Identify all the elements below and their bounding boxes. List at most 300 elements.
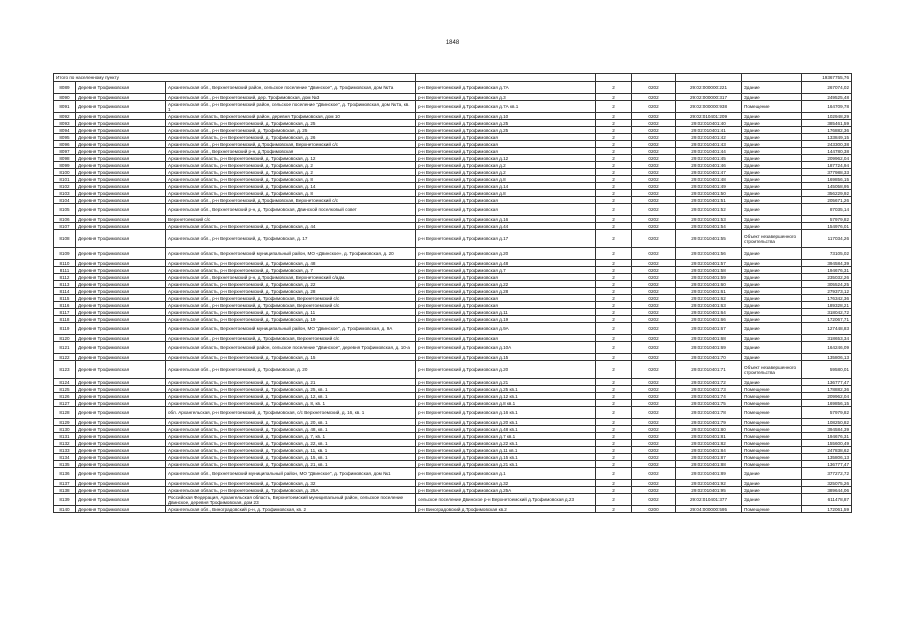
table-row: [54, 323, 852, 335]
object-type: Здание: [742, 204, 802, 216]
cadastral-value: 189328,21: [802, 302, 852, 309]
table-row: [54, 426, 852, 433]
settlement-name: Деревня Трофимовская: [76, 454, 166, 461]
short-address: р-н Верхнетоемский д.Трофимовская: [416, 302, 596, 309]
short-address: р-н Верхнетоемский д.Трофимовская д.7А кв.1: [416, 101, 596, 113]
cadastral-value: 136777,47: [802, 461, 852, 468]
region-code: 2: [596, 342, 632, 354]
short-address: р-н Верхнетоемский д.Трофимовская д.8: [416, 176, 596, 183]
full-address: Архангельская обл., Верхнетоемский р-н, д.Трофимовская, Верхнетоемский с/адм.: [166, 274, 416, 281]
cadastral-number: 29:02:010401:82: [676, 440, 742, 447]
cadastral-number: 29:02:010401:59: [676, 274, 742, 281]
cadastral-number: 29:02:010401:64: [676, 309, 742, 316]
region-code: 2: [596, 169, 632, 176]
district-code: 0202: [632, 316, 676, 323]
row-number: 8130: [54, 426, 76, 433]
row-number: 8129: [54, 419, 76, 426]
cadastral-value: 59580,01: [802, 361, 852, 379]
table-row: [54, 480, 852, 487]
region-code: 2: [596, 223, 632, 230]
region-code: 2: [596, 274, 632, 281]
full-address: Архангельская область, р-н Верхнетоемский, д. Трофимовская, д. 21, кв. 1: [166, 461, 416, 468]
cadastral-number: 29:02:010401:84: [676, 447, 742, 454]
short-address: р-н Верхнетоемский д.Трофимовская д.2: [416, 169, 596, 176]
object-type: Здание: [742, 274, 802, 281]
region-code: 2: [596, 248, 632, 260]
cadastral-value: 249525,48: [802, 94, 852, 101]
cadastral-number: 29:02:010401:377: [676, 494, 742, 506]
cadastral-value: 305524,25: [802, 281, 852, 288]
table-row: [54, 295, 852, 302]
cadastral-value: 318653,34: [802, 335, 852, 342]
district-code: 0202: [632, 127, 676, 134]
short-address: р-н Верхнетоемский д.Трофимовская д.16 кв.1: [416, 407, 596, 419]
row-number: 8126: [54, 393, 76, 400]
full-address: Архангельская область, р-н Верхнетоемский, д. Трофимовская, д. 7, кв. 1: [166, 433, 416, 440]
object-type: Здание: [742, 309, 802, 316]
full-address: Архангельская область, р-н Верхнетоемский, д. Трофимовская, д. 48, кв. 1: [166, 426, 416, 433]
full-address: Архангельская область, р-н Верхнетоемский, д. Трофимовская, д. 2: [166, 162, 416, 169]
region-code: 2: [596, 354, 632, 361]
row-number: 8115: [54, 295, 76, 302]
full-address: Архангельская область, Верхнетоемский муниципальный район, МО "Двинское", д. Трофимовская, д. 9А: [166, 323, 416, 335]
table-row: [54, 400, 852, 407]
settlement-name: Деревня Трофимовская: [76, 400, 166, 407]
object-type: Здание: [742, 354, 802, 361]
district-code: 0202: [632, 176, 676, 183]
table-row: [54, 197, 852, 204]
region-code: 2: [596, 494, 632, 506]
settlement-name: Деревня Трофимовская: [76, 267, 166, 274]
region-code: 2: [596, 127, 632, 134]
table-row: [54, 141, 852, 148]
full-address: Архангельская область, р-н Верхнетоемский, д. Трофимовская, д. 14: [166, 183, 416, 190]
table-row: [54, 94, 852, 101]
district-code: 0202: [632, 190, 676, 197]
district-code: 0202: [632, 230, 676, 248]
cadastral-number: 29:02:010401:51: [676, 197, 742, 204]
full-address: Архангельская область, р-н Верхнетоемский, д. Трофимовская, д. 25: [166, 120, 416, 127]
district-code: 0202: [632, 468, 676, 480]
object-type: Помещение: [742, 101, 802, 113]
row-number: 8101: [54, 176, 76, 183]
district-code: 0202: [632, 440, 676, 447]
cadastral-number: 29:02:010401:87: [676, 454, 742, 461]
district-code: 0202: [632, 141, 676, 148]
object-type: Помещение: [742, 400, 802, 407]
table-row: [54, 82, 852, 94]
region-code: 2: [596, 309, 632, 316]
settlement-name: Деревня Трофимовская: [76, 342, 166, 354]
row-number: 8136: [54, 468, 76, 480]
region-code: 2: [596, 82, 632, 94]
cadastral-number: 29:02:010401:61: [676, 288, 742, 295]
short-address: р-н Верхнетоемский д.Трофимовская д.28: [416, 288, 596, 295]
full-address: Архангельская область, р-н Верхнетоемский, д. Трофимовская, д. 8, кв. 1: [166, 400, 416, 407]
region-code: 2: [596, 204, 632, 216]
region-code: 2: [596, 267, 632, 274]
full-address: Архангельская область, р-н Верхнетоемский, д. Трофимовская, д. 11: [166, 309, 416, 316]
cadastral-number: 29:02:010401:209: [676, 113, 742, 120]
region-code: 2: [596, 148, 632, 155]
cadastral-value: 73105,02: [802, 248, 852, 260]
total-row: [54, 74, 852, 82]
object-type: Здание: [742, 295, 802, 302]
cadastral-number: 29:02:010401:42: [676, 134, 742, 141]
object-type: Здание: [742, 248, 802, 260]
row-number: 8091: [54, 101, 76, 113]
cadastral-number: 29:04:000000:595: [676, 506, 742, 513]
cadastral-number: 29:02:010401:45: [676, 155, 742, 162]
cadastral-value: 267074,02: [802, 82, 852, 94]
object-type: Здание: [742, 155, 802, 162]
short-address: р-н Верхнетоемский д.Трофимовская д.20: [416, 361, 596, 379]
object-type: Помещение: [742, 426, 802, 433]
cadastral-value: 194676,31: [802, 267, 852, 274]
region-code: 2: [596, 281, 632, 288]
object-type: Помещение: [742, 419, 802, 426]
object-type: Здание: [742, 148, 802, 155]
row-number: 8128: [54, 407, 76, 419]
row-number: 8111: [54, 267, 76, 274]
table-row: [54, 433, 852, 440]
settlement-name: Деревня Трофимовская: [76, 216, 166, 223]
table-row: [54, 190, 852, 197]
district-code: 0202: [632, 433, 676, 440]
cadastral-value: 235032,26: [802, 274, 852, 281]
region-code: 2: [596, 230, 632, 248]
short-address: р-н Верхнетоемский д.Трофимовская д.25: [416, 127, 596, 134]
cadastral-number: 29:02:010401:73: [676, 386, 742, 393]
cadastral-value: 169856,15: [802, 176, 852, 183]
full-address: Архангельская область, р-н Верхнетоемский, д. Трофимовская, д. 28: [166, 288, 416, 295]
table-row: [54, 447, 852, 454]
row-number: 8138: [54, 487, 76, 494]
cadastral-value: 209962,04: [802, 393, 852, 400]
region-code: 2: [596, 407, 632, 419]
table-row: [54, 248, 852, 260]
region-code: 2: [596, 323, 632, 335]
district-code: 0202: [632, 419, 676, 426]
short-address: р-н Верхнетоемский д.Трофимовская д.25 кв.1: [416, 386, 596, 393]
short-address: р-н Верхнетоемский д.Трофимовская д.48: [416, 260, 596, 267]
cadastral-value: 243300,38: [802, 141, 852, 148]
object-type: Помещение: [742, 407, 802, 419]
object-type: Объект незавершенного строительства: [742, 361, 802, 379]
full-address: Архангельская обл., Верхнетоемский р-н, д. Трофимовская, Двинской поселковый совет: [166, 204, 416, 216]
region-code: 2: [596, 461, 632, 468]
table-row: [54, 183, 852, 190]
cadastral-value: 325075,26: [802, 480, 852, 487]
district-code: 0202: [632, 447, 676, 454]
cadastral-value: 187724,94: [802, 162, 852, 169]
object-type: Помещение: [742, 386, 802, 393]
table-row: [54, 440, 852, 447]
region-code: 2: [596, 134, 632, 141]
row-number: 8090: [54, 94, 76, 101]
region-code: 2: [596, 155, 632, 162]
cadastral-value: 394584,39: [802, 426, 852, 433]
district-code: 0202: [632, 309, 676, 316]
object-type: Здание: [742, 480, 802, 487]
cadastral-value: 57979,82: [802, 407, 852, 419]
object-type: Здание: [742, 141, 802, 148]
cadastral-value: 279373,12: [802, 288, 852, 295]
cadastral-value: 57979,82: [802, 216, 852, 223]
cadastral-value: 136777,47: [802, 379, 852, 386]
table-row: [54, 316, 852, 323]
region-code: 2: [596, 260, 632, 267]
cadastral-number: 29:02:010401:47: [676, 169, 742, 176]
cadastral-number: 29:02:010401:74: [676, 393, 742, 400]
row-number: 8106: [54, 216, 76, 223]
region-code: 2: [596, 400, 632, 407]
row-number: 8134: [54, 454, 76, 461]
cadastral-number: 29:02:010401:53: [676, 216, 742, 223]
district-code: 0202: [632, 426, 676, 433]
full-address: Архангельская область, р-н Верхнетоемский, д. Трофимовская, д. 20, кв. 1: [166, 419, 416, 426]
settlement-name: Деревня Трофимовская: [76, 204, 166, 216]
cadastral-number: 29:02:010401:54: [676, 223, 742, 230]
region-code: 2: [596, 101, 632, 113]
district-code: 0202: [632, 169, 676, 176]
short-address: р-н Верхнетоемский д.Трофимовская: [416, 148, 596, 155]
short-address: р-н Верхнетоемский д.Трофимовская: [416, 141, 596, 148]
row-number: 8116: [54, 302, 76, 309]
object-type: Здание: [742, 335, 802, 342]
table-row: [54, 162, 852, 169]
region-code: 2: [596, 120, 632, 127]
short-address: р-н Верхнетоемский д.Трофимовская д.48 кв.1: [416, 426, 596, 433]
row-number: 8121: [54, 342, 76, 354]
district-code: 0202: [632, 134, 676, 141]
full-address: Архангельская область, р-н Верхнетоемский, д. Трофимовская, д. 21: [166, 379, 416, 386]
settlement-name: Деревня Трофимовская: [76, 260, 166, 267]
cadastral-number: 29:02:010401:68: [676, 335, 742, 342]
cadastral-value: 135806,13: [802, 354, 852, 361]
cadastral-value: 154976,01: [802, 223, 852, 230]
district-code: 0202: [632, 155, 676, 162]
table-row: [54, 223, 852, 230]
full-address: Архангельская область, р-н Верхнетоемский, д. Трофимовская, д. 2: [166, 169, 416, 176]
short-address: р-н Верхнетоемский д.Трофимовская д.10: [416, 113, 596, 120]
cadastral-value: 611478,87: [802, 494, 852, 506]
short-address: р-н Виноградовский д.Трофимовская кв.2: [416, 506, 596, 513]
object-type: Помещение: [742, 393, 802, 400]
region-code: 2: [596, 141, 632, 148]
settlement-name: Деревня Трофимовская: [76, 407, 166, 419]
settlement-name: Деревня Трофимовская: [76, 426, 166, 433]
district-code: 0202: [632, 183, 676, 190]
district-code: 0202: [632, 162, 676, 169]
row-number: 8137: [54, 480, 76, 487]
row-number: 8110: [54, 260, 76, 267]
full-address: Архангельская обл., р-н Верхнетоемский, д. Трофимовская, Верхнетоемский с/с: [166, 302, 416, 309]
full-address: Архангельская область, р-н Верхнетоемский, д. Трофимовская, д. 8: [166, 176, 416, 183]
region-code: 2: [596, 426, 632, 433]
settlement-name: Деревня Трофимовская: [76, 141, 166, 148]
short-address: р-н Верхнетоемский д.Трофимовская д.7А: [416, 82, 596, 94]
full-address: Архангельская обл., р-н Верхнетоемский, дер. Трофимовская, дом №3: [166, 94, 416, 101]
cadastral-number: 29:02:010401:50: [676, 190, 742, 197]
settlement-name: Деревня Трофимовская: [76, 183, 166, 190]
cadastral-number: 29:02:010401:95: [676, 487, 742, 494]
settlement-name: Деревня Трофимовская: [76, 120, 166, 127]
settlement-name: Деревня Трофимовская: [76, 386, 166, 393]
cadastral-value: 117034,26: [802, 230, 852, 248]
object-type: Здание: [742, 82, 802, 94]
cadastral-number: 29:02:000000:938: [676, 101, 742, 113]
cadastral-value: 172061,59: [802, 506, 852, 513]
district-code: 0202: [632, 400, 676, 407]
district-code: 0202: [632, 267, 676, 274]
cadastral-value: 176882,36: [802, 127, 852, 134]
region-code: 2: [596, 379, 632, 386]
settlement-name: Деревня Трофимовская: [76, 148, 166, 155]
cadastral-value: 176342,36: [802, 295, 852, 302]
settlement-name: Деревня Трофимовская: [76, 393, 166, 400]
table-row: [54, 288, 852, 295]
short-address: р-н Верхнетоемский д.Трофимовская: [416, 335, 596, 342]
short-address: р-н Верхнетоемский д.Трофимовская д.21 кв.1: [416, 461, 596, 468]
cadastral-number: 29:02:010401:49: [676, 183, 742, 190]
cadastral-value: 164246,09: [802, 342, 852, 354]
total-value: 19367755,76: [802, 74, 852, 82]
row-number: 8140: [54, 506, 76, 513]
cadastral-number: 29:02:010401:69: [676, 342, 742, 354]
cadastral-number: 29:02:010401:60: [676, 281, 742, 288]
full-address: Архангельская обл., р-н Верхнетоемский район, сельское поселение "Двинское", д. Трофимовская, дом №7а, кв. 1: [166, 101, 416, 113]
object-type: Здание: [742, 120, 802, 127]
cadastral-value: 394584,39: [802, 260, 852, 267]
short-address: р-н Верхнетоемский д.Трофимовская д.22 кв.1: [416, 440, 596, 447]
short-address: р-н Верхнетоемский д.Трофимовская: [416, 295, 596, 302]
settlement-name: Деревня Трофимовская: [76, 197, 166, 204]
row-number: 8131: [54, 433, 76, 440]
table-row: [54, 101, 852, 113]
table-row: [54, 393, 852, 400]
settlement-name: Деревня Трофимовская: [76, 94, 166, 101]
settlement-name: Деревня Трофимовская: [76, 335, 166, 342]
district-code: 0202: [632, 354, 676, 361]
district-code: 0202: [632, 113, 676, 120]
cadastral-value: 144780,38: [802, 148, 852, 155]
table-row: [54, 134, 852, 141]
full-address: Архангельская обл., Виноградовский р-н, д. Трофимовская, кв. 2: [166, 506, 416, 513]
page-number: 1848: [445, 40, 460, 46]
full-address: Архангельская область, р-н Верхнетоемский, д. Трофимовская, д. 11, кв. 1: [166, 447, 416, 454]
short-address: р-н Верхнетоемский д.Трофимовская д.22: [416, 281, 596, 288]
row-number: 8125: [54, 386, 76, 393]
table-row: [54, 155, 852, 162]
region-code: 2: [596, 216, 632, 223]
short-address: р-н Верхнетоемский д.Трофимовская д.14: [416, 183, 596, 190]
full-address: Архангельская обл., Верхнетоемский муниципальный район, МО "Двинское", д. Трофимовская, дом №1: [166, 468, 416, 480]
short-address: р-н Верхнетоемский д.Трофимовская д.20: [416, 248, 596, 260]
full-address: Архангельская обл., Верхнетоемский район, сельское поселение "Двинское", д. Трофимовская, дом №7а: [166, 82, 416, 94]
region-code: 2: [596, 288, 632, 295]
short-address: р-н Верхнетоемский д.Трофимовская: [416, 274, 596, 281]
table-row: [54, 419, 852, 426]
cadastral-value: 87035,14: [802, 204, 852, 216]
cadastral-value: 194676,31: [802, 433, 852, 440]
settlement-name: Деревня Трофимовская: [76, 433, 166, 440]
cadastral-value: 178882,36: [802, 386, 852, 393]
district-code: 0202: [632, 223, 676, 230]
region-code: 2: [596, 162, 632, 169]
settlement-name: Деревня Трофимовская: [76, 162, 166, 169]
row-number: 8098: [54, 155, 76, 162]
short-address: р-н Верхнетоемский д.Трофимовская д.17: [416, 230, 596, 248]
object-type: Здание: [742, 223, 802, 230]
cadastral-number: 29:02:010401:80: [676, 426, 742, 433]
short-address: р-н Верхнетоемский д.Трофимовская д.11 кв.1: [416, 447, 596, 454]
full-address: Архангельская область, р-н Верхнетоемский, д. Трофимовская, д. 48: [166, 260, 416, 267]
settlement-name: Деревня Трофимовская: [76, 127, 166, 134]
district-code: 0202: [632, 379, 676, 386]
table-row: [54, 407, 852, 419]
district-code: 0202: [632, 216, 676, 223]
full-address: Архангельская область, р-н Верхнетоемский, д. Трофимовская, д. 25А: [166, 487, 416, 494]
object-type: Здание: [742, 216, 802, 223]
table-row: [54, 169, 852, 176]
district-code: 0202: [632, 393, 676, 400]
full-address: Архангельская область, р-н Верхнетоемский, д. Трофимовская, д. 19: [166, 316, 416, 323]
short-address: р-н Верхнетоемский д.Трофимовская д.12 кв.1: [416, 393, 596, 400]
settlement-name: Деревня Трофимовская: [76, 295, 166, 302]
row-number: 8117: [54, 309, 76, 316]
row-number: 8097: [54, 148, 76, 155]
cadastral-number: 29:02:010401:66: [676, 316, 742, 323]
district-code: 0202: [632, 248, 676, 260]
table-row: [54, 468, 852, 480]
short-address: сельское поселение Двинское р-н Верхнетоемский д.Трофимовская д.23: [416, 494, 596, 506]
short-address: р-н Верхнетоемский д.Трофимовская д.7 кв.1: [416, 433, 596, 440]
short-address: р-н Верхнетоемский д.Трофимовская д.10А: [416, 342, 596, 354]
table-row: [54, 494, 852, 506]
short-address: р-н Верхнетоемский д.Трофимовская д.16: [416, 216, 596, 223]
short-address: р-н Верхнетоемский д.Трофимовская д.15 кв.1: [416, 454, 596, 461]
settlement-name: Деревня Трофимовская: [76, 480, 166, 487]
district-code: 0202: [632, 494, 676, 506]
cadastral-number: 29:02:010401:92: [676, 480, 742, 487]
cadastral-value: 164709,78: [802, 101, 852, 113]
short-address: р-н Верхнетоемский д.Трофимовская д.11: [416, 309, 596, 316]
settlement-name: Деревня Трофимовская: [76, 176, 166, 183]
row-number: 8127: [54, 400, 76, 407]
row-number: 8096: [54, 141, 76, 148]
region-code: 2: [596, 454, 632, 461]
district-code: 0202: [632, 323, 676, 335]
region-code: 2: [596, 197, 632, 204]
row-number: 8112: [54, 274, 76, 281]
district-code: 0202: [632, 454, 676, 461]
row-number: 8107: [54, 223, 76, 230]
short-address: р-н Верхнетоемский д.Трофимовская: [416, 134, 596, 141]
district-code: 0202: [632, 335, 676, 342]
cadastral-number: 29:02:010401:62: [676, 295, 742, 302]
row-number: 8089: [54, 82, 76, 94]
table-row: [54, 216, 852, 223]
row-number: 8100: [54, 169, 76, 176]
table-row: [54, 260, 852, 267]
cadastral-value: 102948,29: [802, 113, 852, 120]
row-number: 8139: [54, 494, 76, 506]
region-code: 2: [596, 447, 632, 454]
cadastral-number: 29:02:010401:40: [676, 120, 742, 127]
cadastral-number: 29:02:010401:48: [676, 176, 742, 183]
object-type: Здание: [742, 342, 802, 354]
